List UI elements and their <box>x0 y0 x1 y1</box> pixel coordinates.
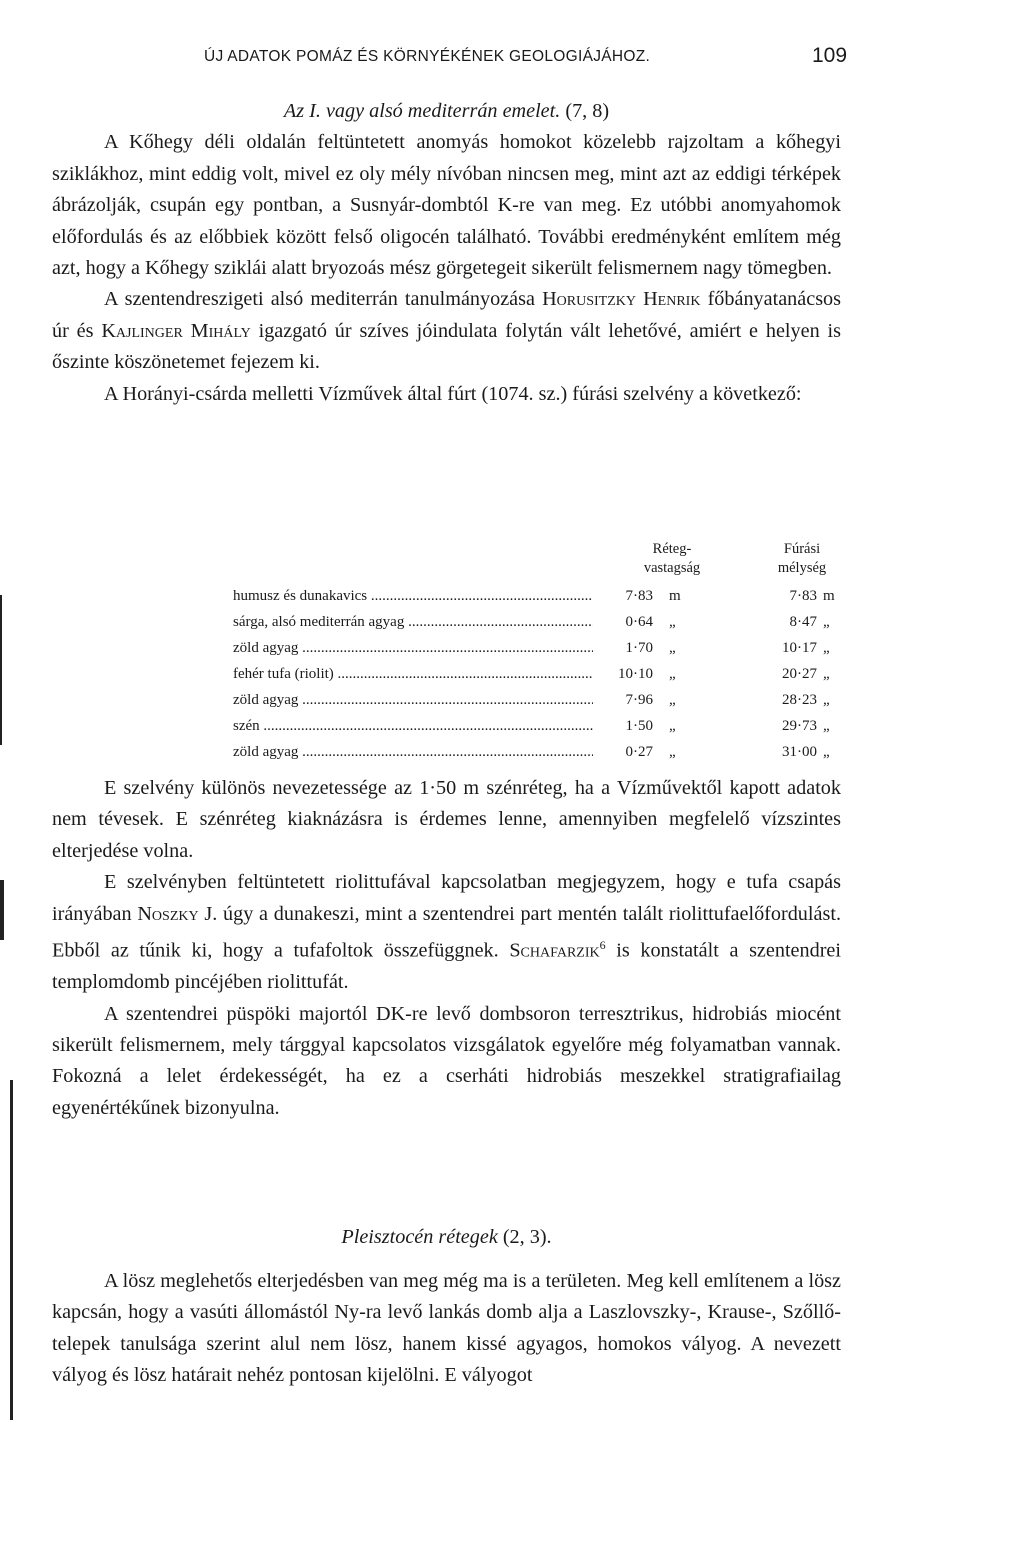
table-row: zöld agyag ..... 0·27 „ 31·00 „ <box>233 744 845 770</box>
layer-name: zöld agyag ..... <box>233 692 593 709</box>
thickness-value: 1·70 <box>625 640 653 656</box>
heading-title: Pleisztocén rétegek <box>341 1226 498 1248</box>
scan-edge-mark <box>0 880 4 940</box>
thickness-value: 10·10 <box>618 666 653 682</box>
heading-title: Az I. vagy alsó mediterrán emelet. <box>283 100 561 122</box>
depth-value: 20·27 <box>782 666 817 682</box>
section-pleistocene <box>52 1222 841 1253</box>
depth-value: 7·83 <box>789 588 817 604</box>
section-heading <box>52 96 841 127</box>
page-number: 109 <box>812 44 848 67</box>
section-lower-mediterranean <box>52 96 841 410</box>
layer-name: zöld agyag ..... <box>233 744 593 761</box>
thickness-value: 0·64 <box>625 614 653 630</box>
thickness-value: 0·27 <box>625 744 653 760</box>
column-header-depth: Fúrási mélység <box>777 541 827 576</box>
table-row: humusz és dunakavics ..... 7·83 m 7·83 m <box>233 588 845 614</box>
layer-name: szén ..... <box>233 718 593 735</box>
paragraph: A szentendrei püspöki majortól DK-re levő dombsoron terresztrikus, hidrobiás miocént sikerült felismernem, mely tárggyal kapcsolatos vizsgálatok egyelőre még folyamatban vannak. Fokozná a lelet érdekességét, ha ez a cserháti hidrobiás meszekkel stratigrafiailag egyenértékűnek bizonyulna. <box>52 1002 841 1119</box>
section-discussion <box>52 773 841 1124</box>
thickness-value: 1·50 <box>625 718 653 734</box>
footnote-ref: 6 <box>599 938 606 953</box>
depth-value: 10·17 <box>782 640 817 656</box>
depth-value: 29·73 <box>782 718 817 734</box>
layer-name: zöld agyag ..... <box>233 640 593 657</box>
scan-edge-mark <box>0 595 2 745</box>
thickness-value: 7·96 <box>625 692 653 708</box>
depth-value: 31·00 <box>782 744 817 760</box>
paragraph: E szelvény különös nevezetessége az 1·50 m szénréteg, ha a Vízművektől kapott adatok nem tévesek. E szénréteg kiaknázásra is érdemes lenne, amennyiben megfelelő vízszintes elterjedése volna. <box>52 777 841 862</box>
depth-value: 8·47 <box>789 614 817 630</box>
column-header-thickness: Réteg- vastagság <box>643 541 701 576</box>
scan-edge-mark <box>10 1080 13 1420</box>
paragraph: E szelvényben feltüntetett riolittufával kapcsolatban megjegyzem, hogy e tufa csapás irányában Noszky J. úgy a dunakeszi, mint a szentendrei part mentén talált riolittufaelőfordulást. Ebből az tűnik ki, hogy a tufafoltok összefüggnek. Schafarzik$^6$ is konstatált a szentendrei templomdomb pincéjében riolittufát. <box>52 871 841 994</box>
person-name: Kajlinger Mihály <box>101 319 251 342</box>
depth-value: 28·23 <box>782 692 817 708</box>
layer-name: humusz és dunakavics ..... <box>233 588 593 605</box>
paragraph: A Horányi-csárda melletti Vízművek által fúrt (1074. sz.) fúrási szelvény a következő: <box>104 382 802 405</box>
person-name: Noszky <box>137 902 199 925</box>
table-row: szén ..... 1·50 „ 29·73 „ <box>233 718 845 744</box>
layer-name: sárga, alsó mediterrán agyag ..... <box>233 614 593 631</box>
person-name: Horusitzky Henrik <box>542 288 701 311</box>
layer-name: fehér tufa (riolit) ..... <box>233 666 593 683</box>
table-row: zöld agyag ..... 1·70 „ 10·17 „ <box>233 640 845 666</box>
table-row: fehér tufa (riolit) ..... 10·10 „ 20·27 „ <box>233 666 845 692</box>
running-title: ÚJ ADATOK POMÁZ ÉS KÖRNYÉKÉNEK GEOLOGIÁJÁHOZ. <box>204 48 651 65</box>
paragraph: A lösz meglehetős elterjedésben van meg még ma is a területen. Meg kell említenem a lösz kapcsán, hogy a vasúti állomástól Ny-ra levő lankás domb alja a Laszlovszky-, Krause-, Szőllő-telepek tanulsága szerint alul nem lösz, hanem kissé agyagos, homokos vályog. A nevezett vályog és lösz határait nehéz pontosan kijelölni. E vályogot <box>52 1270 841 1387</box>
table-row: zöld agyag ..... 7·96 „ 28·23 „ <box>233 692 845 718</box>
table-row: sárga, alsó mediterrán agyag ..... 0·64 „ 8·47 „ <box>233 614 845 640</box>
person-name: Schafarzik <box>509 939 600 962</box>
section-pleistocene-body <box>52 1266 841 1392</box>
heading-ref: (7, 8) <box>560 100 610 122</box>
thickness-value: 7·83 <box>625 588 653 604</box>
section-heading <box>52 1222 841 1253</box>
heading-ref: (2, 3). <box>497 1226 552 1248</box>
paragraph: A Kőhegy déli oldalán feltüntetett anomyás homokot közelebb rajzoltam a kőhegyi sziklákhoz, mint eddig volt, mivel ez oly mély nívóban nincsen meg, mint azt az eddigi térképek ábrázolják, csupán egy pontban, a Susnyár-dombtól K-re van meg. Ez utóbbi anomyahomok előfordulás és az előbbiek között felső oligocén található. További eredményként említem még azt, hogy a Kőhegy sziklái alatt bryozoás mész görgetegeit sikerült felismernem nagy tömegben. <box>52 131 841 280</box>
paragraph: A szentendreszigeti alsó mediterrán tanulmányozása Horusitzky Henrik főbányatanácsos úr és Kajlinger Mihály igazgató úr szíves jóindulata folytán vált lehetővé, amiért e helyen is őszinte köszönetemet fejezem ki. <box>52 288 841 374</box>
